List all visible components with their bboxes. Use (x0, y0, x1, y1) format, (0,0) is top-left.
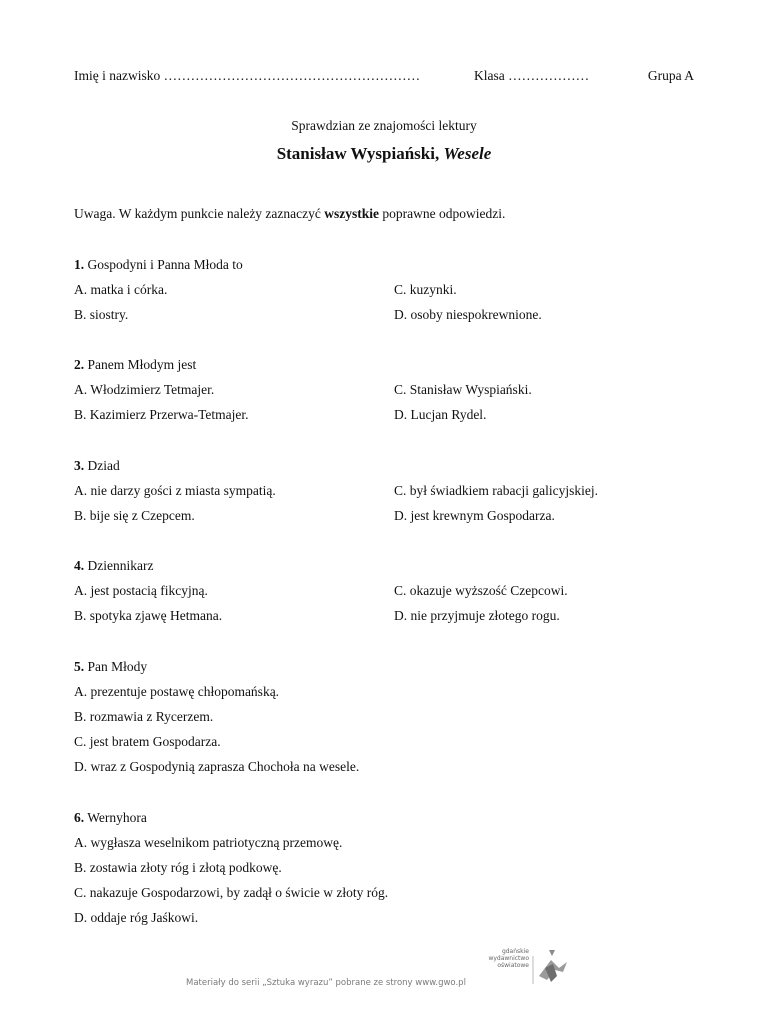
question-number: 2. (74, 357, 85, 372)
question-5 (74, 658, 694, 783)
gwo-logo-icon (531, 946, 571, 986)
publisher-logo (473, 946, 573, 986)
answer-option-a[interactable]: A. wygłasza weselnikom patriotyczną przemowę. (74, 835, 343, 850)
answer-option-b[interactable]: B. zostawia złoty róg i złotą podkowę. (74, 860, 282, 875)
question-text: Gospodyni i Panna Młoda to (87, 257, 243, 272)
answer-option-a[interactable]: A. matka i córka. (74, 282, 168, 297)
answer-option-d[interactable]: D. nie przyjmuje złotego rogu. (394, 608, 560, 623)
answer-option-a[interactable]: A. jest postacią fikcyjną. (74, 583, 208, 598)
answer-option-b[interactable]: B. bije się z Czepcem. (74, 508, 195, 523)
note-text-before: Uwaga. W każdym punkcie należy zaznaczyć (74, 206, 325, 221)
question-number: 4. (74, 558, 85, 573)
question-text: Pan Młody (87, 659, 148, 674)
answer-options (74, 482, 694, 532)
answer-option-a[interactable]: A. Włodzimierz Tetmajer. (74, 382, 215, 397)
question-2 (74, 356, 694, 431)
student-header (74, 68, 694, 88)
question-text: Dziennikarz (87, 558, 154, 573)
publisher-name-line: oświatowe (497, 962, 529, 969)
test-subtitle: Sprawdzian ze znajomości lektury (291, 118, 477, 133)
instruction-note (74, 206, 694, 222)
question-heading (74, 658, 694, 683)
answer-options (74, 683, 694, 783)
answer-options (74, 381, 694, 431)
answer-option-c[interactable]: C. kuzynki. (394, 282, 457, 297)
question-heading (74, 256, 694, 281)
answer-option-d[interactable]: D. jest krewnym Gospodarza. (394, 508, 555, 523)
question-text: Panem Młodym jest (87, 357, 197, 372)
publisher-name-line: gdańskie (501, 948, 529, 955)
answer-option-c[interactable]: C. okazuje wyższość Czepcowi. (394, 583, 568, 598)
answer-option-c[interactable]: C. Stanisław Wyspiański. (394, 382, 532, 397)
answer-option-b[interactable]: B. Kazimierz Przerwa-Tetmajer. (74, 407, 249, 422)
question-heading (74, 356, 694, 381)
question-number: 6. (74, 810, 85, 825)
title-work: Wesele (443, 144, 492, 163)
answer-option-c[interactable]: C. był świadkiem rabacji galicyjskiej. (394, 483, 598, 498)
page-title (0, 144, 768, 164)
question-3 (74, 457, 694, 532)
publisher-name (479, 948, 529, 969)
question-heading (74, 457, 694, 482)
class-field-label: Klasa ……………… (474, 68, 590, 83)
group-label: Grupa A (647, 68, 694, 83)
page-footer (0, 948, 768, 1014)
answer-option-b[interactable]: B. rozmawia z Rycerzem. (74, 709, 214, 724)
answer-options (74, 834, 694, 934)
answer-option-a[interactable]: A. prezentuje postawę chłopomańską. (74, 684, 280, 699)
footer-source-text: Materiały do serii „Sztuka wyrazu” pobrane ze strony www.gwo.pl (186, 978, 466, 988)
answer-option-c[interactable]: C. jest bratem Gospodarza. (74, 734, 221, 749)
question-1 (74, 256, 694, 331)
name-field-label: Imię i nazwisko ………………………………………………… (74, 68, 421, 83)
answer-option-d[interactable]: D. wraz z Gospodynią zaprasza Chochoła na wesele. (74, 759, 360, 774)
answer-option-d[interactable]: D. oddaje róg Jaśkowi. (74, 910, 199, 925)
answer-options (74, 582, 694, 632)
answer-option-d[interactable]: D. osoby niespokrewnione. (394, 307, 542, 322)
title-author: Stanisław Wyspiański, (276, 144, 440, 163)
answer-option-a[interactable]: A. nie darzy gości z miasta sympatią. (74, 483, 276, 498)
question-number: 1. (74, 257, 85, 272)
question-number: 5. (74, 659, 85, 674)
publisher-name-line: wydawnictwo (488, 955, 529, 962)
question-6 (74, 809, 694, 934)
question-number: 3. (74, 458, 85, 473)
answer-option-b[interactable]: B. siostry. (74, 307, 129, 322)
question-heading (74, 809, 694, 834)
question-text: Dziad (87, 458, 120, 473)
answer-option-d[interactable]: D. Lucjan Rydel. (394, 407, 487, 422)
answer-options (74, 281, 694, 331)
question-heading (74, 557, 694, 582)
answer-option-b[interactable]: B. spotyka zjawę Hetmana. (74, 608, 223, 623)
question-text: Wernyhora (87, 810, 147, 825)
answer-option-c[interactable]: C. nakazuje Gospodarzowi, by zadął o świcie w złoty róg. (74, 885, 389, 900)
question-4 (74, 557, 694, 632)
note-text-after: poprawne odpowiedzi. (379, 206, 506, 221)
note-emphasis: wszystkie (324, 206, 380, 221)
